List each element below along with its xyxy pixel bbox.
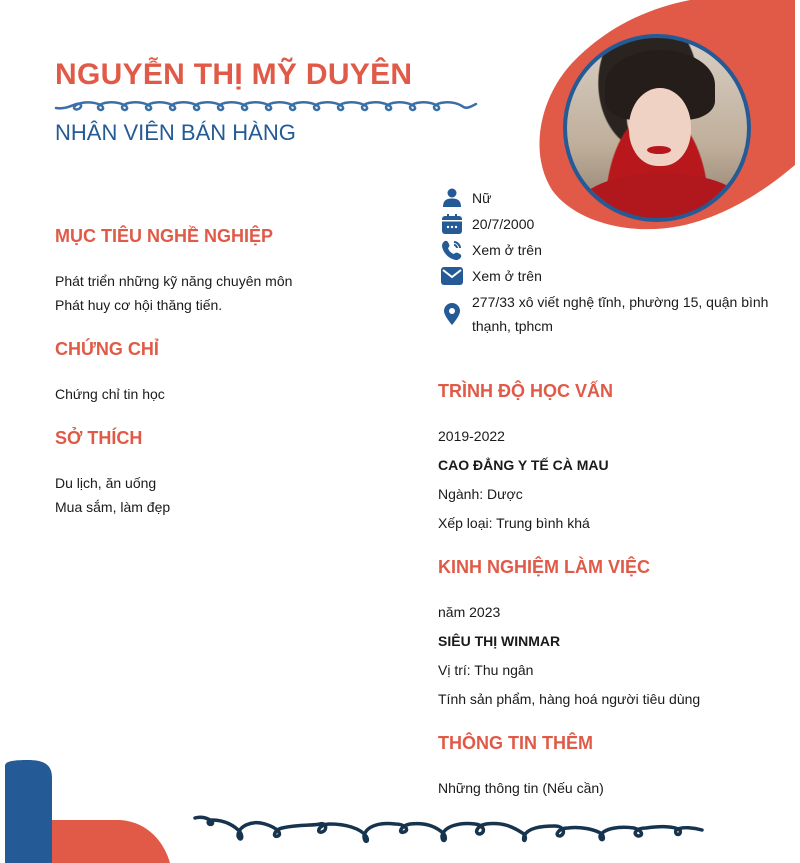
address-text — [472, 290, 768, 338]
phone-text: Xem ở trên — [472, 242, 542, 258]
address-line-2: thạnh, tphcm — [472, 318, 553, 334]
job-title: NHÂN VIÊN BÁN HÀNG — [55, 120, 296, 145]
squiggle-divider-top — [54, 96, 478, 116]
experience-position: Vị trí: Thu ngân — [438, 662, 534, 678]
objective-line-1: Phát triển những kỹ năng chuyên môn — [55, 273, 293, 289]
gender-text: Nữ — [472, 190, 492, 206]
location-pin-icon — [440, 290, 464, 338]
squiggle-divider-bottom — [190, 812, 710, 848]
profile-photo — [563, 34, 751, 222]
experience-description: Tính sản phẩm, hàng hoá người tiêu dùng — [438, 691, 701, 707]
photo-face — [629, 88, 691, 166]
email-text: Xem ở trên — [472, 268, 542, 284]
education-grade: Xếp loại: Trung bình khá — [438, 515, 590, 531]
contact-gender — [440, 186, 491, 210]
experience-company: SIÊU THỊ WINMAR — [438, 633, 561, 649]
photo-shirt — [577, 173, 747, 222]
section-title-experience: KINH NGHIỆM LÀM VIỆC — [438, 557, 651, 577]
user-icon — [440, 186, 464, 210]
address-line-1: 277/33 xô viết nghệ tĩnh, phường 15, quận bình — [472, 294, 769, 310]
additional-line-1: Những thông tin (Nếu cần) — [438, 780, 604, 796]
phone-icon — [440, 238, 464, 262]
section-title-objective: MỤC TIÊU NGHỀ NGHIỆP — [55, 226, 274, 246]
section-title-additional: THÔNG TIN THÊM — [438, 733, 593, 753]
email-icon — [440, 264, 464, 288]
objective-line-2: Phát huy cơ hội thăng tiến. — [55, 297, 223, 313]
section-title-education: TRÌNH ĐỘ HỌC VẤN — [438, 381, 613, 401]
contact-address — [440, 290, 768, 338]
contact-email — [440, 264, 542, 288]
education-period: 2019-2022 — [438, 428, 505, 444]
contact-birthdate — [440, 212, 534, 236]
calendar-icon — [440, 212, 464, 236]
photo-lips — [647, 146, 671, 154]
education-school: CAO ĐẲNG Y TẾ CÀ MAU — [438, 457, 609, 473]
birthdate-text: 20/7/2000 — [472, 216, 535, 232]
contact-phone — [440, 238, 542, 262]
candidate-name: NGUYỄN THỊ MỸ DUYÊN — [55, 58, 413, 91]
certificate-line-1: Chứng chỉ tin học — [55, 386, 165, 402]
hobby-line-2: Mua sắm, làm đẹp — [55, 499, 171, 515]
section-title-hobbies: SỞ THÍCH — [55, 428, 143, 448]
experience-period: năm 2023 — [438, 604, 501, 620]
education-major: Ngành: Dược — [438, 486, 523, 502]
section-title-certificates: CHỨNG CHỈ — [55, 339, 159, 359]
hobby-line-1: Du lịch, ăn uống — [55, 475, 157, 491]
decorative-shapes-bottom-left — [0, 760, 200, 863]
